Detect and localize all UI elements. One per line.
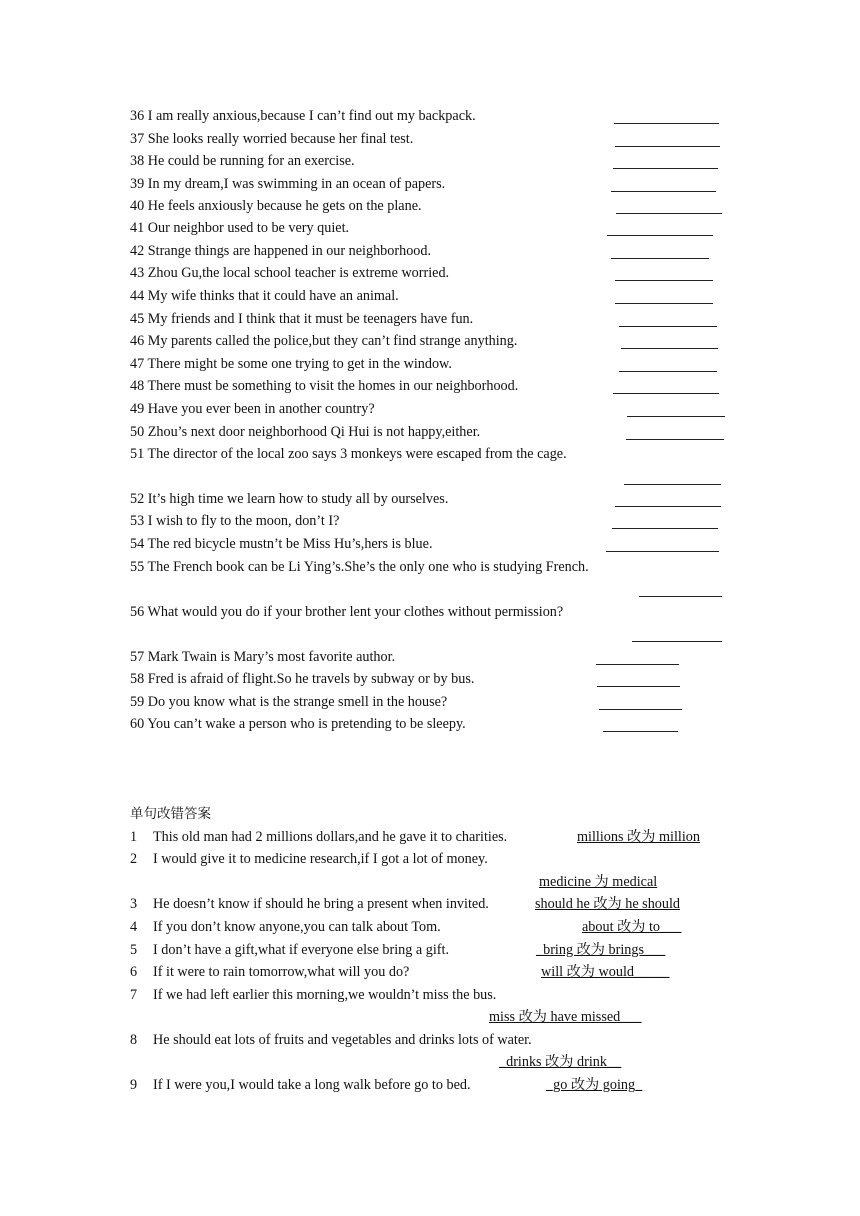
- exercise-item-38: 38 He could be running for an exercise.: [130, 153, 355, 169]
- exercise-item-44: 44 My wife thinks that it could have an animal.: [130, 288, 399, 304]
- answer-blank: [606, 551, 719, 552]
- exercise-item-59: 59 Do you know what is the strange smell in the house?: [130, 694, 448, 710]
- exercise-item-40: 40 He feels anxiously because he gets on the plane.: [130, 198, 422, 214]
- answer-blank: [632, 641, 722, 642]
- answer-sentence: I would give it to medicine research,if I got a lot of money.: [153, 851, 488, 867]
- answer-blank: [626, 439, 724, 440]
- exercise-item-43: 43 Zhou Gu,the local school teacher is extreme worried.: [130, 265, 450, 281]
- exercise-item-57: 57 Mark Twain is Mary’s most favorite author.: [130, 649, 396, 665]
- answer-number: 2: [130, 851, 138, 867]
- answer-blank: [619, 326, 717, 327]
- answer-sentence: If it were to rain tomorrow,what will you do?: [153, 964, 410, 980]
- answer-blank: [621, 348, 718, 349]
- answer-blank: [599, 709, 682, 710]
- answer-blank: [612, 528, 718, 529]
- exercise-item-36: 36 I am really anxious,because I can’t find out my backpack.: [130, 108, 476, 124]
- correction-text: medicine 为 medical: [539, 874, 658, 890]
- answer-number: 9: [130, 1077, 138, 1093]
- answer-sentence: I don’t have a gift,what if everyone else bring a gift.: [153, 942, 449, 958]
- exercise-item-49: 49 Have you ever been in another country?: [130, 401, 375, 417]
- exercise-item-60: 60 You can’t wake a person who is pretending to be sleepy.: [130, 716, 466, 732]
- answer-blank: [597, 686, 680, 687]
- answer-blank: [603, 731, 678, 732]
- answer-blank: [613, 393, 719, 394]
- exercise-item-51: 51 The director of the local zoo says 3 monkeys were escaped from the cage.: [130, 446, 567, 462]
- answer-sentence: If you don’t know anyone,you can talk about Tom.: [153, 919, 441, 935]
- correction-text: will 改为 would_____: [541, 964, 670, 980]
- exercise-item-56: 56 What would you do if your brother lent your clothes without permission?: [130, 604, 564, 620]
- answer-number: 4: [130, 919, 138, 935]
- answer-sentence: He should eat lots of fruits and vegetables and drinks lots of water.: [153, 1032, 532, 1048]
- answer-item-8: [130, 1030, 532, 1050]
- answer-blank: [607, 235, 713, 236]
- answer-blank: [615, 146, 720, 147]
- answer-blank: [627, 416, 725, 417]
- exercise-item-45: 45 My friends and I think that it must be teenagers have fun.: [130, 311, 474, 327]
- exercise-item-42: 42 Strange things are happened in our neighborhood.: [130, 243, 432, 259]
- answer-blank: [614, 123, 719, 124]
- answer-item-3: [130, 894, 489, 914]
- correction-text: miss 改为 have missed___: [489, 1009, 642, 1025]
- exercise-item-55: 55 The French book can be Li Ying’s.She’s the only one who is studying French.: [130, 559, 589, 575]
- answer-sentence: This old man had 2 millions dollars,and he gave it to charities.: [153, 829, 508, 845]
- answer-blank: [639, 596, 722, 597]
- answer-number: 3: [130, 896, 138, 912]
- answer-item-9: [130, 1075, 471, 1095]
- answer-number: 7: [130, 987, 138, 1003]
- answer-sentence: If I were you,I would take a long walk before go to bed.: [153, 1077, 471, 1093]
- answer-blank: [611, 258, 709, 259]
- answer-item-2: [130, 849, 488, 869]
- answer-item-7: [130, 985, 496, 1005]
- answer-number: 8: [130, 1032, 138, 1048]
- answer-key-heading: 单句改错答案: [130, 806, 211, 822]
- answer-sentence: He doesn’t know if should he bring a present when invited.: [153, 896, 489, 912]
- answer-blank: [624, 484, 721, 485]
- exercise-item-39: 39 In my dream,I was swimming in an ocean of papers.: [130, 176, 446, 192]
- correction-text: about 改为 to___: [582, 919, 682, 935]
- answer-blank: [613, 168, 718, 169]
- answer-blank: [611, 191, 716, 192]
- answer-item-1: [130, 827, 507, 847]
- exercise-item-48: 48 There must be something to visit the homes in our neighborhood.: [130, 378, 519, 394]
- exercise-item-47: 47 There might be some one trying to get in the window.: [130, 356, 452, 372]
- answer-item-5: [130, 940, 449, 960]
- correction-text: should he 改为 he should: [535, 896, 681, 912]
- exercise-item-37: 37 She looks really worried because her final test.: [130, 131, 414, 147]
- exercise-item-41: 41 Our neighbor used to be very quiet.: [130, 220, 350, 236]
- answer-item-6: [130, 962, 409, 982]
- correction-text: _bring 改为 brings___: [536, 942, 666, 958]
- exercise-item-50: 50 Zhou’s next door neighborhood Qi Hui is not happy,either.: [130, 424, 481, 440]
- answer-number: 6: [130, 964, 138, 980]
- answer-sentence: If we had left earlier this morning,we wouldn’t miss the bus.: [153, 987, 497, 1003]
- exercise-item-46: 46 My parents called the police,but they can’t find strange anything.: [130, 333, 518, 349]
- answer-blank: [619, 371, 717, 372]
- answer-item-4: [130, 917, 441, 937]
- answer-blank: [615, 280, 713, 281]
- answer-blank: [615, 506, 721, 507]
- exercise-item-54: 54 The red bicycle mustn’t be Miss Hu’s,hers is blue.: [130, 536, 433, 552]
- correction-text: millions 改为 million: [577, 829, 700, 845]
- answer-blank: [616, 213, 722, 214]
- correction-text: _drinks 改为 drink__: [499, 1054, 622, 1070]
- answer-blank: [596, 664, 679, 665]
- answer-number: 1: [130, 829, 138, 845]
- correction-text: _go 改为 going_: [546, 1077, 643, 1093]
- exercise-item-52: 52 It’s high time we learn how to study all by ourselves.: [130, 491, 449, 507]
- answer-blank: [615, 303, 713, 304]
- answer-number: 5: [130, 942, 138, 958]
- exercise-item-53: 53 I wish to fly to the moon, don’t I?: [130, 513, 340, 529]
- exercise-item-58: 58 Fred is afraid of flight.So he travels by subway or by bus.: [130, 671, 475, 687]
